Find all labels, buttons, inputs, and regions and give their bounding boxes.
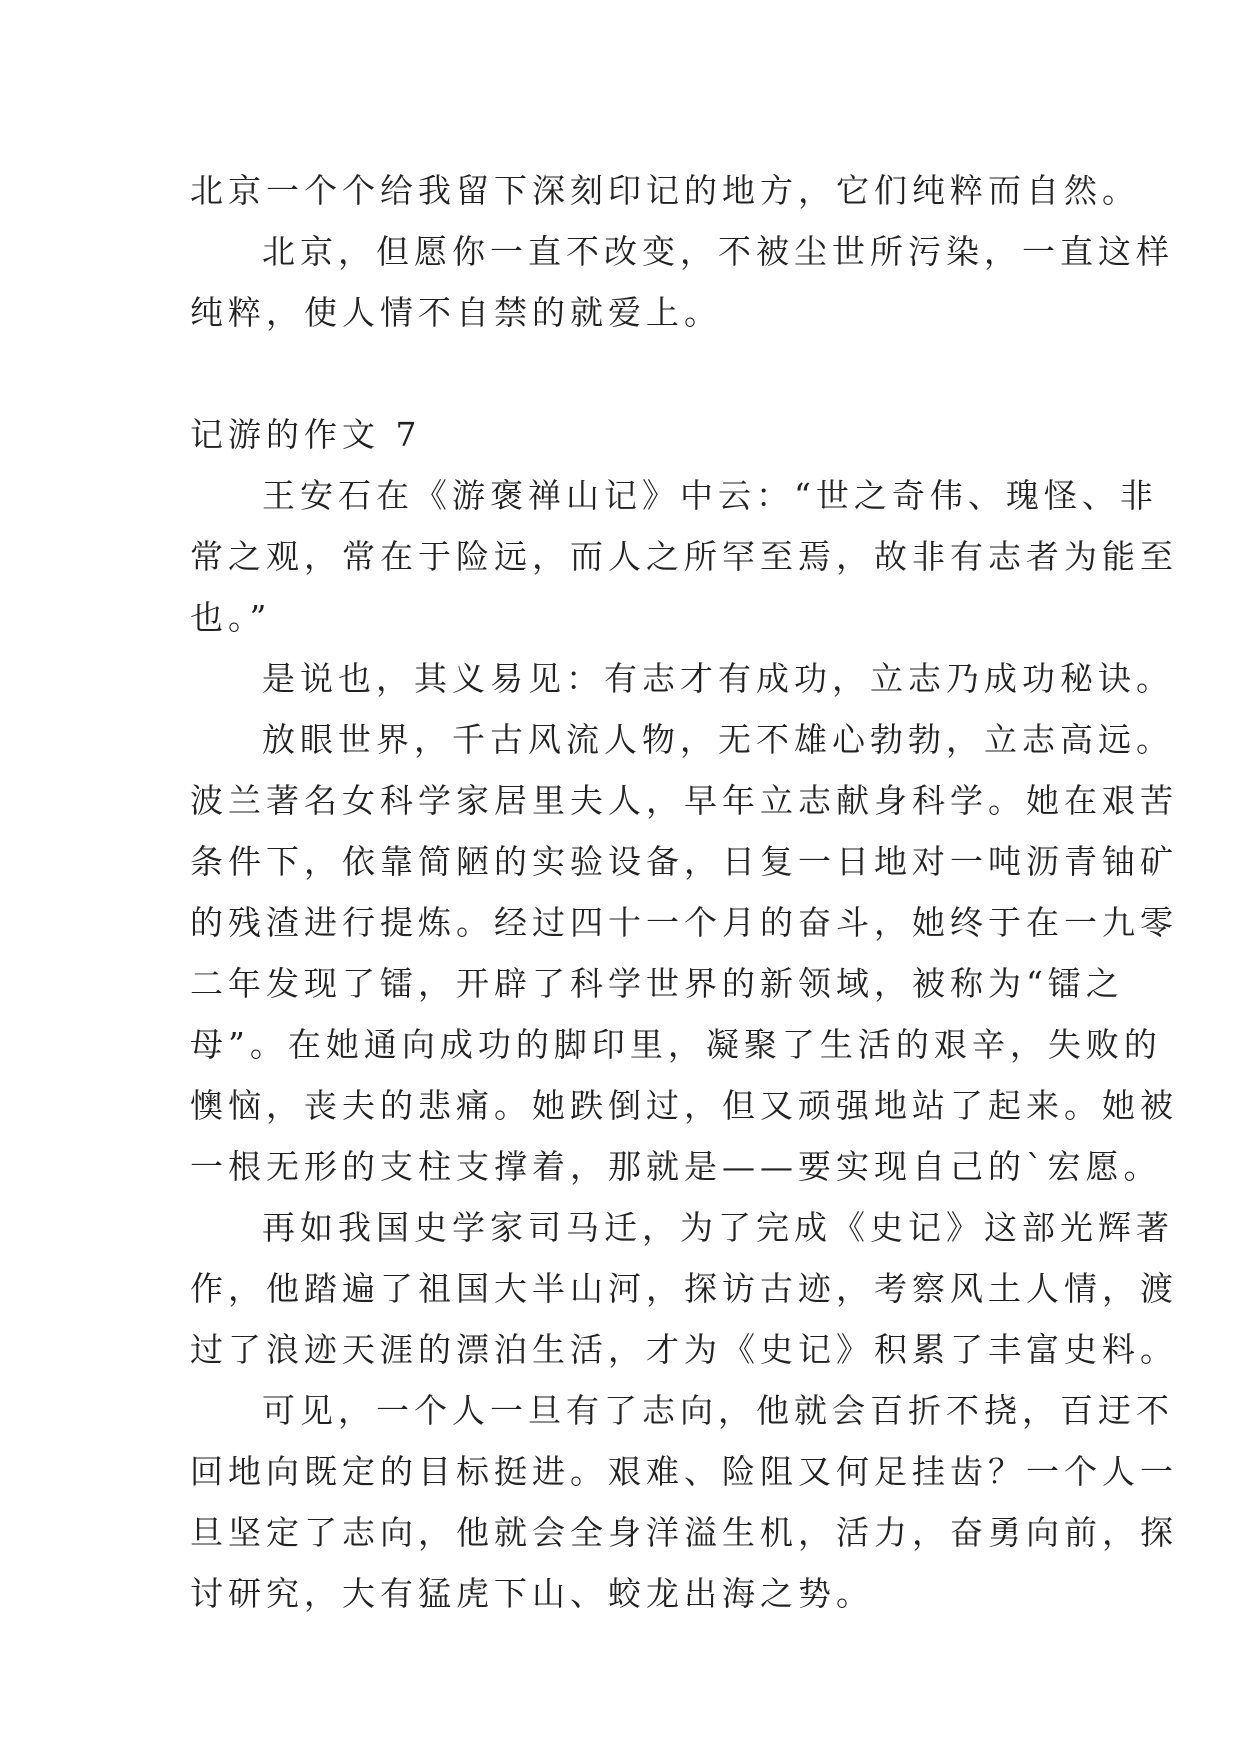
- paragraph-line: 可见，一个人一旦有了志向，他就会百折不挠，百迂不: [262, 1391, 1174, 1430]
- paragraph-line: 北京，但愿你一直不改变，不被尘世所污染，一直这样: [262, 232, 1174, 271]
- paragraph-line: 再如我国史学家司马迁，为了完成《史记》这部光辉著: [262, 1208, 1174, 1247]
- paragraph-line: 放眼世界，千古风流人物，无不雄心勃勃，立志高远。: [262, 720, 1174, 759]
- paragraph-line: 二年发现了镭，开辟了科学世界的新领域，被称为“镭之: [190, 964, 1124, 1003]
- document-body: [190, 160, 1178, 1624]
- paragraph-line: 讨研究，大有猛虎下山、蛟龙出海之势。: [190, 1574, 874, 1613]
- paragraph-line: 北京一个个给我留下深刻印记的地方，它们纯粹而自然。: [190, 171, 1140, 210]
- paragraph-line: 作，他踏遍了祖国大半山河，探访古迹，考察风土人情，渡: [190, 1269, 1178, 1308]
- paragraph-line: 回地向既定的目标挺进。艰难、险阻又何足挂齿？一个人一: [190, 1452, 1178, 1491]
- paragraph-line: 懊恼，丧夫的悲痛。她跌倒过，但又顽强地站了起来。她被: [190, 1086, 1178, 1125]
- paragraph-line: 一根无形的支柱支撑着，那就是——要实现自己的`宏愿。: [190, 1147, 1162, 1186]
- paragraph-line: 过了浪迹天涯的漂泊生活，才为《史记》积累了丰富史料。: [190, 1330, 1178, 1369]
- paragraph-line: 条件下，依靠简陋的实验设备，日复一日地对一吨沥青铀矿: [190, 842, 1178, 881]
- paragraph-line: 波兰著名女科学家居里夫人，早年立志献身科学。她在艰苦: [190, 781, 1178, 820]
- section-gap: [190, 343, 1070, 404]
- paragraph-line: 母”。在她通向成功的脚印里，凝聚了生活的艰辛，失败的: [190, 1025, 1162, 1064]
- paragraph-line: 纯粹，使人情不自禁的就爱上。: [190, 293, 722, 332]
- paragraph-line: 旦坚定了志向，他就会全身洋溢生机，活力，奋勇向前，探: [190, 1513, 1178, 1552]
- section-heading: 记游的作文 7: [190, 415, 422, 454]
- paragraph-line: 王安石在《游褒禅山记》中云：“世之奇伟、瑰怪、非: [262, 476, 1158, 515]
- paragraph-line: 的残渣进行提炼。经过四十一个月的奋斗，她终于在一九零: [190, 903, 1178, 942]
- paragraph-line: 常之观，常在于险远，而人之所罕至焉，故非有志者为能至: [190, 537, 1178, 576]
- paragraph-line: 也。”: [190, 598, 272, 637]
- paragraph-line: 是说也，其义易见：有志才有成功，立志乃成功秘诀。: [262, 659, 1174, 698]
